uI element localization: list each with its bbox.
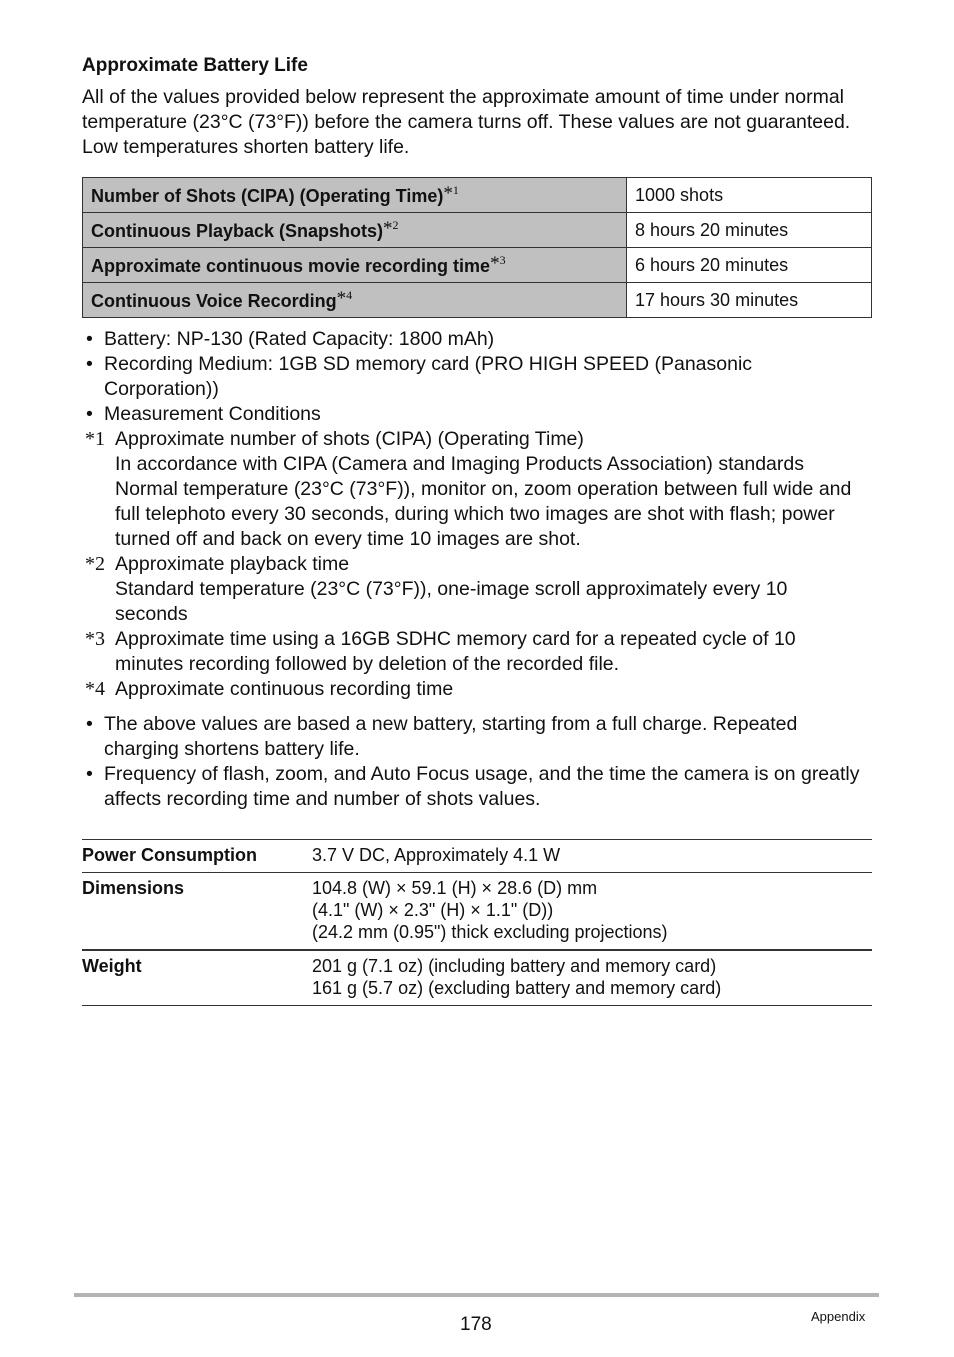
footnote-mark: *$^4$ [336, 288, 353, 309]
table-row [83, 178, 872, 213]
table-row [82, 950, 872, 1006]
footnote-3: *3 Approximate time using a 16GB SDHC memory card for a repeated cycle of 10 minutes recording followed by deletion of the recorded file. [85, 628, 796, 675]
footnote-mark: *$^2$ [383, 218, 399, 239]
specs-table [82, 839, 872, 1006]
list-item: • The above values are based a new battery, starting from a full charge. Repeated charging shortens battery life. [82, 712, 872, 762]
row-label: Continuous Voice Recording [91, 291, 337, 311]
row-value: 8 hours 20 minutes [627, 213, 872, 248]
section-heading: Approximate Battery Life [82, 55, 308, 76]
table-row [83, 213, 872, 248]
row-value: 1000 shots [627, 178, 872, 213]
table-row [83, 248, 872, 283]
list-item: • Recording Medium: 1GB SD memory card (PRO HIGH SPEED (Panasonic Corporation)) [82, 352, 872, 402]
spec-value: 3.7 V DC, Approximately 4.1 W [312, 845, 561, 865]
table-row [82, 873, 872, 951]
list-item: • Frequency of flash, zoom, and Auto Focus usage, and the time the camera is on greatly affects recording time and number of shots values. [82, 762, 872, 812]
footnote-2: *2 Approximate playback time Standard temperature (23°C (73°F)), one-image scroll approximately every 10 seconds [85, 553, 788, 625]
list-item: • Battery: NP-130 (Rated Capacity: 1800 mAh) [82, 327, 872, 352]
footer-divider [74, 1293, 879, 1297]
row-label: Continuous Playback (Snapshots) [91, 221, 384, 241]
footnote-mark: *$^1$ [443, 183, 459, 204]
list-item: • Measurement Conditions [82, 402, 872, 427]
spec-key: Power Consumption [82, 845, 257, 865]
row-value: 17 hours 30 minutes [627, 283, 872, 318]
row-label: Approximate continuous movie recording time [91, 256, 491, 276]
conditions-list [82, 327, 872, 427]
footnote-marker: *3 [85, 628, 105, 650]
footnote-marker: *4 [85, 678, 105, 700]
battery-life-table [82, 177, 872, 318]
footnote-marker: *2 [85, 553, 105, 575]
spec-value: 104.8 (W) × 59.1 (H) × 28.6 (D) mm (4.1" (W) × 2.3" (H) × 1.1" (D)) (24.2 mm (0.95") thick excluding projections) [312, 878, 668, 942]
battery-notes-list [82, 712, 872, 812]
table-row [82, 840, 872, 873]
spec-key: Dimensions [82, 878, 185, 898]
spec-value: 201 g (7.1 oz) (including battery and memory card) 161 g (5.7 oz) (excluding battery and memory card) [312, 956, 722, 998]
table-row [83, 283, 872, 318]
section-label: Appendix [811, 1309, 866, 1324]
footnote-1: *1 Approximate number of shots (CIPA) (Operating Time) In accordance with CIPA (Camera and Imaging Products Association) standards Normal temperature (23°C (73°F)), monitor on, zoom operation between full wide and full telephoto every 30 seconds, during which two images are shot with flash; power turned off and back on every time 10 images are shot. [85, 428, 852, 550]
page-number: 178 [460, 1314, 492, 1335]
footnotes [82, 427, 872, 702]
intro-paragraph: All of the values provided below represent the approximate amount of time under normal temperature (23°C (73°F)) before the camera turns off. These values are not guaranteed. Low temperatures shorten battery life. [82, 86, 851, 158]
spec-key: Weight [82, 956, 142, 976]
row-value: 6 hours 20 minutes [627, 248, 872, 283]
page-content [82, 54, 872, 1006]
row-label: Number of Shots (CIPA) (Operating Time) [91, 186, 444, 206]
footnote-4: *4 Approximate continuous recording time [85, 678, 454, 700]
footnote-mark: *$^3$ [490, 253, 506, 274]
footnote-marker: *1 [85, 428, 105, 450]
